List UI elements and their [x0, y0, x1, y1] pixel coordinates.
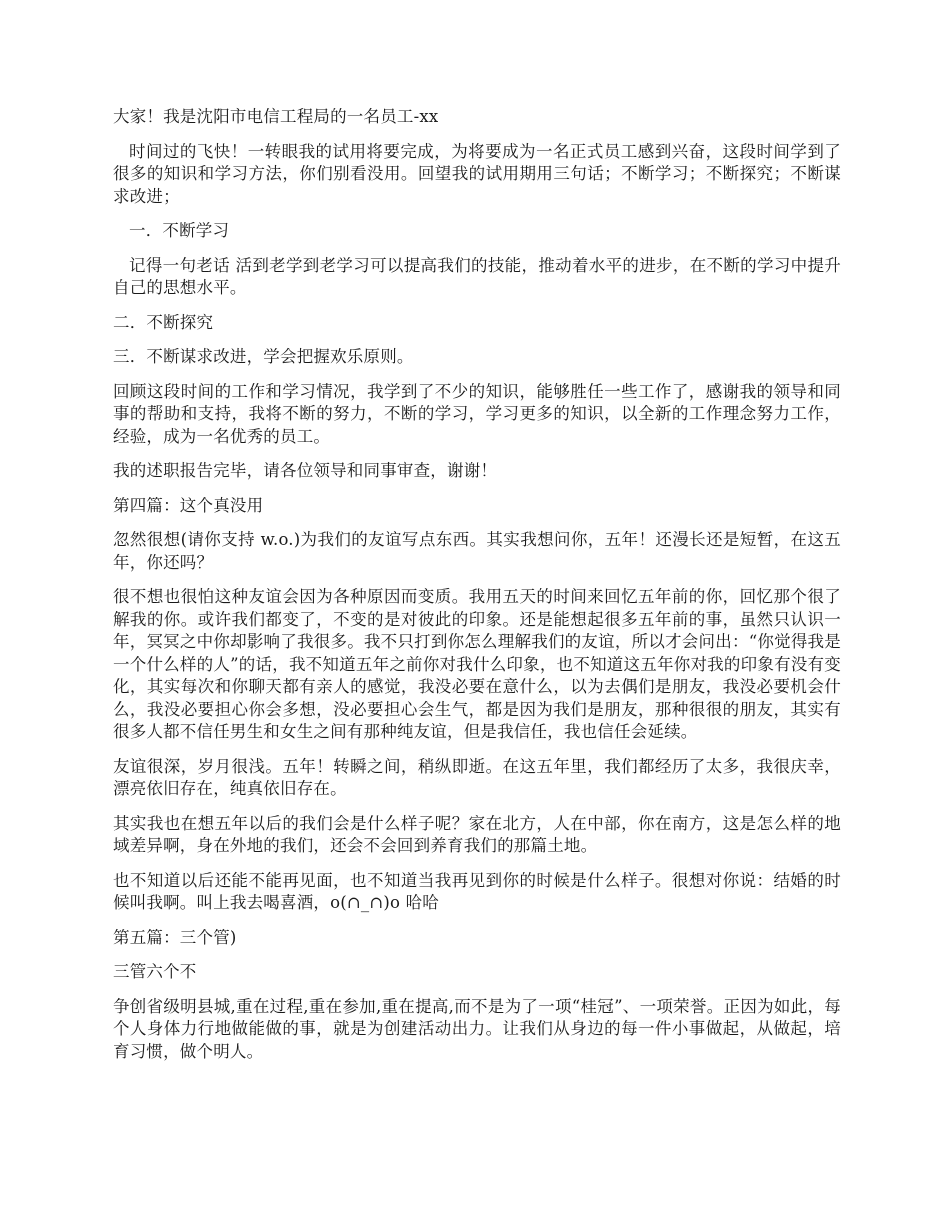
chapter-5-paragraph-1: 争创省级明县城,重在过程,重在参加,重在提高,而不是为了一项“桂冠”、一项荣誉。正因为如此，每个人身体力行地做能做的事，就是为创建活动出力。让我们从身边的每一件小事做起，从做起，培育习惯，做个明人。 — [113, 996, 841, 1061]
section-1-paragraph: 记得一句老话 活到老学到老学习可以提高我们的技能，推动着水平的进步，在不断的学习中提升自己的思想水平。 — [113, 255, 841, 297]
section-heading-2: 二．不断探究 — [113, 312, 214, 332]
chapter-4-paragraph-3: 友谊很深，岁月很浅。五年！转瞬之间，稍纵即逝。在这五年里，我们都经历了太多，我很庆幸，漂亮依旧存在，纯真依旧存在。 — [113, 756, 841, 798]
section-heading-3: 三．不断谋求改进，学会把握欢乐原则。 — [113, 347, 414, 366]
chapter-5-subtitle: 三管六个不 — [113, 962, 197, 981]
section-heading-1: 一．不断学习 — [129, 221, 230, 240]
chapter-4-paragraph-1: 忽然很想(请你支持 w.o.)为我们的友谊写点东西。其实我想问你，五年！还漫长还是短暂，在这五年，你还吗？ — [113, 530, 841, 572]
review-paragraph: 回顾这段时间的工作和学习情况，我学到了不少的知识，能够胜任一些工作了，感谢我的领导和同事的帮助和支持，我将不断的努力，不断的学习，学习更多的知识，以全新的工作理念努力工作，经验，成为一名优秀的员工。 — [113, 381, 841, 446]
document-body — [113, 106, 841, 1075]
intro-paragraph: 时间过的飞快！一转眼我的试用将要完成，为将要成为一名正式员工感到兴奋，这段时间学到了很多的知识和学习方法，你们别看没用。回望我的试用期用三句话；不断学习；不断探究；不断谋求改进； — [113, 141, 841, 206]
chapter-heading-4: 第四篇：这个真没用 — [113, 495, 264, 515]
greeting-paragraph: 大家！我是沈阳市电信工程局的一名员工-xx — [113, 107, 439, 126]
closing-paragraph: 我的述职报告完毕，请各位领导和同事审查，谢谢！ — [113, 461, 498, 480]
chapter-heading-5: 第五篇：三个管) — [113, 927, 237, 947]
chapter-4-paragraph-2: 很不想也很怕这种友谊会因为各种原因而变质。我用五天的时间来回忆五年前的你，回忆那个很了解我的你。或许我们都变了，不变的是对彼此的印象。还是能想起很多五年前的事，虽然只认识一年，冥冥之中你却影响了我很多。我不只打到你怎么理解我们的友谊，所以才会问出：“你觉得我是一个什么样的人”的话，我不知道五年之前你对我什么印象，也不知道这五年你对我的印象有没有变化，其实每次和你聊天都有亲人的感觉，我没必要在意什么，以为去偶们是朋友，我没必要机会什么，我没必要担心你会多想，没必要担心会生气，都是因为我们是朋友，那种很很的朋友，其实有很多人都不信任男生和女生之间有那种纯友谊，但是我信任，我也信任会延续。 — [113, 587, 841, 741]
chapter-4-paragraph-5: 也不知道以后还能不能再见面，也不知道当我再见到你的时候是什么样子。很想对你说：结婚的时候叫我啊。叫上我去喝喜酒，o(∩_∩)o 哈哈 — [113, 870, 841, 912]
chapter-4-paragraph-4: 其实我也在想五年以后的我们会是什么样子呢？家在北方，人在中部，你在南方，这是怎么样的地域差异啊，身在外地的我们，还会不会回到养育我们的那篇土地。 — [113, 813, 841, 855]
